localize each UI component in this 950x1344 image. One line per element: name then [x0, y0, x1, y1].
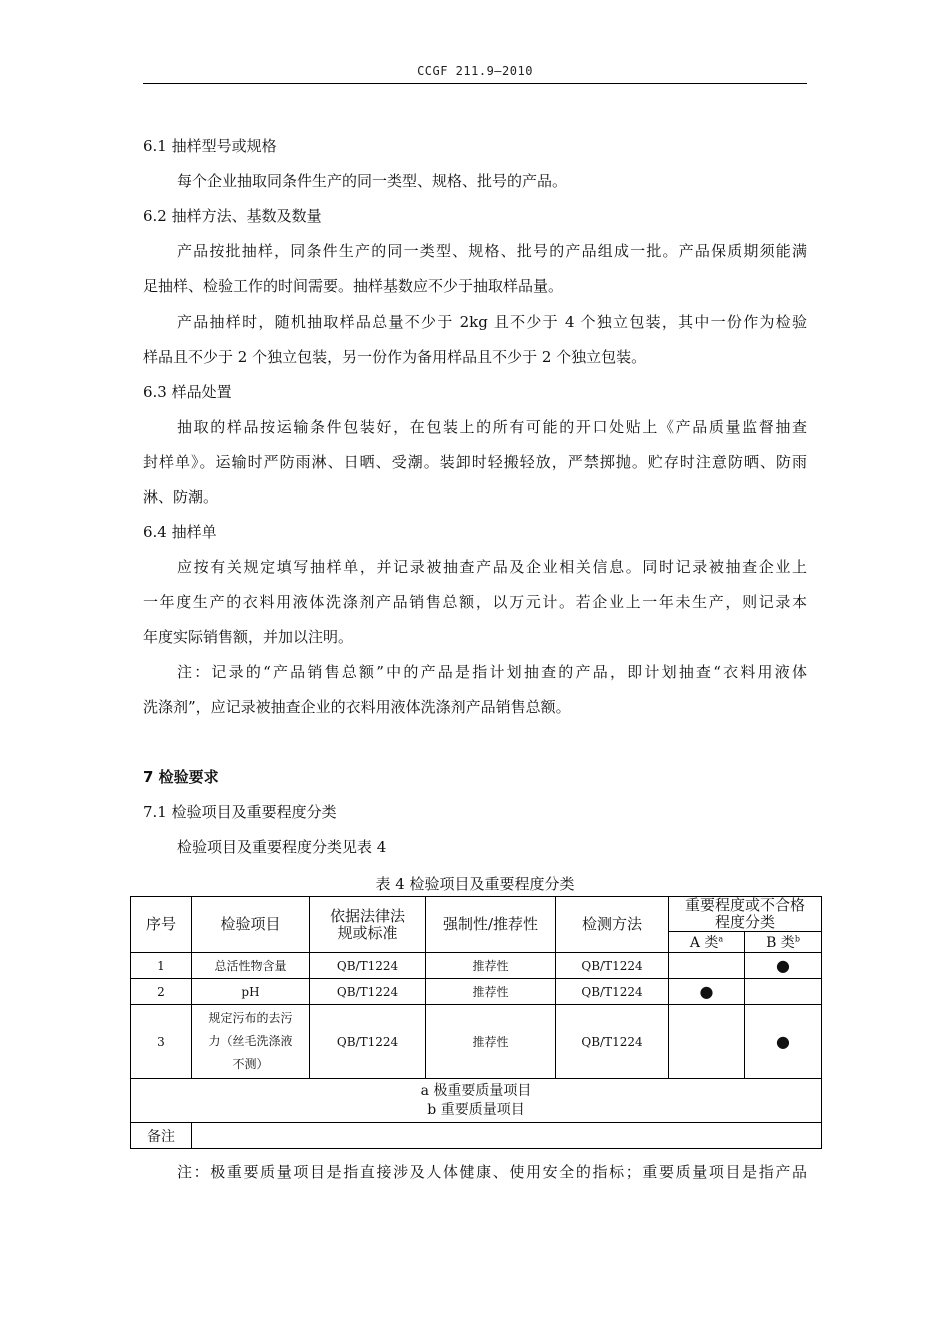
- section-6-3-heading: 6.3 样品处置: [143, 383, 232, 401]
- header-item: 检验项目: [192, 897, 310, 953]
- header-class-b-label: B 类: [766, 935, 795, 951]
- section-7-1-paragraph: 检验项目及重要程度分类见表 4: [177, 838, 387, 856]
- section-6-2-paragraph-1-line-1: 产品按批抽样，同条件生产的同一类型、规格、批号的产品组成一批。产品保质期须能满: [177, 242, 807, 260]
- row-1-basis: QB/T1224: [310, 953, 426, 979]
- row-3-item-line-2: 力（丝毛洗涤液: [208, 1034, 293, 1048]
- section-6-3-paragraph-line-1: 抽取的样品按运输条件包装好，在包装上的所有可能的开口处贴上《产品质量监督抽查: [177, 418, 807, 436]
- table-footnotes: [131, 1079, 822, 1123]
- bottom-note: 注：极重要质量项目是指直接涉及人体健康、使用安全的指标；重要质量项目是指产品: [177, 1163, 807, 1181]
- header-importance-line-2: 程度分类: [715, 913, 776, 931]
- table-row: [131, 1005, 822, 1079]
- row-3-item-line-3: 不测）: [232, 1057, 269, 1071]
- header-basis-line-1: 依据法律法: [329, 906, 405, 925]
- header-importance: [669, 897, 822, 932]
- row-2-item: pH: [192, 979, 310, 1005]
- section-6-3-paragraph-line-2: 封样单》。运输时严防雨淋、日晒、受潮。装卸时轻搬轻放，严禁掷抛。贮存时注意防晒、防雨: [143, 453, 807, 471]
- row-2-class-a-dot: ●: [669, 979, 745, 1005]
- footnote-a: a 极重要质量项目: [420, 1082, 532, 1099]
- row-2-method: QB/T1224: [556, 979, 669, 1005]
- header-importance-line-1: 重要程度或不合格: [685, 896, 806, 914]
- row-3-mandatory: 推荐性: [426, 1005, 556, 1079]
- row-3-no: 3: [131, 1005, 192, 1079]
- header-mandatory: 强制性/推荐性: [426, 897, 556, 953]
- row-1-mandatory: 推荐性: [426, 953, 556, 979]
- header-rule: [143, 83, 807, 84]
- row-1-method: QB/T1224: [556, 953, 669, 979]
- section-7-heading: 7 检验要求: [143, 768, 219, 786]
- header-class-b: [745, 932, 822, 953]
- row-1-class-b-dot: ●: [745, 953, 822, 979]
- row-1-item: 总活性物含量: [192, 953, 310, 979]
- header-no: 序号: [131, 897, 192, 953]
- row-3-basis: QB/T1224: [310, 1005, 426, 1079]
- row-3-item: [192, 1005, 310, 1079]
- remarks-label: 备注: [131, 1123, 192, 1149]
- footnote-b: b 重要质量项目: [427, 1101, 525, 1118]
- header-basis: [310, 897, 426, 953]
- header-class-a: [669, 932, 745, 953]
- table-row: [131, 979, 822, 1005]
- section-6-2-heading: 6.2 抽样方法、基数及数量: [143, 207, 322, 225]
- row-2-basis: QB/T1224: [310, 979, 426, 1005]
- section-6-4-paragraph-line-2: 一年度生产的衣料用液体洗涤剂产品销售总额，以万元计。若企业上一年未生产，则记录本: [143, 593, 807, 611]
- inspection-items-table: [130, 896, 822, 1149]
- table-caption: 表 4 检验项目及重要程度分类: [375, 875, 575, 893]
- section-6-4-note-line-2: 洗涤剂”，应记录被抽查企业的衣料用液体洗涤剂产品销售总额。: [143, 698, 571, 716]
- document-code-header: CCGF 211.9—2010: [417, 64, 533, 78]
- section-6-1-heading: 6.1 抽样型号或规格: [143, 137, 277, 155]
- row-3-class-a: [669, 1005, 745, 1079]
- row-3-item-line-1: 规定污布的去污: [208, 1011, 293, 1025]
- section-6-1-paragraph: 每个企业抽取同条件生产的同一类型、规格、批号的产品。: [177, 172, 568, 190]
- row-1-no: 1: [131, 953, 192, 979]
- section-6-4-paragraph-line-1: 应按有关规定填写抽样单，并记录被抽查产品及企业相关信息。同时记录被抽查企业上: [177, 558, 807, 576]
- section-6-4-heading: 6.4 抽样单: [143, 523, 217, 541]
- row-2-class-b: [745, 979, 822, 1005]
- table-row: [131, 953, 822, 979]
- section-6-3-paragraph-line-3: 淋、防潮。: [143, 488, 219, 506]
- row-3-method: QB/T1224: [556, 1005, 669, 1079]
- header-class-a-sup: a: [718, 934, 724, 944]
- section-6-2-paragraph-2-line-1: 产品抽样时，随机抽取样品总量不少于 2kg 且不少于 4 个独立包装，其中一份作为检验: [177, 313, 807, 331]
- row-1-class-a: [669, 953, 745, 979]
- row-3-class-b-dot: ●: [745, 1005, 822, 1079]
- section-7-1-heading: 7.1 检验项目及重要程度分类: [143, 803, 337, 821]
- row-2-no: 2: [131, 979, 192, 1005]
- header-basis-line-2: 规或标准: [337, 923, 398, 942]
- section-6-2-paragraph-1-line-2: 足抽样、检验工作的时间需要。抽样基数应不少于抽取样品量。: [143, 277, 564, 295]
- header-class-b-sup: b: [794, 934, 800, 944]
- row-2-mandatory: 推荐性: [426, 979, 556, 1005]
- section-6-4-note-line-1: 注：记录的“产品销售总额”中的产品是指计划抽查的产品，即计划抽查“衣料用液体: [177, 663, 807, 681]
- remarks-value: [192, 1123, 822, 1149]
- section-6-2-paragraph-2-line-2: 样品且不少于 2 个独立包装，另一份作为备用样品且不少于 2 个独立包装。: [143, 348, 647, 366]
- header-method: 检测方法: [556, 897, 669, 953]
- section-6-4-paragraph-line-3: 年度实际销售额，并加以注明。: [143, 628, 354, 646]
- header-class-a-label: A 类: [689, 935, 719, 951]
